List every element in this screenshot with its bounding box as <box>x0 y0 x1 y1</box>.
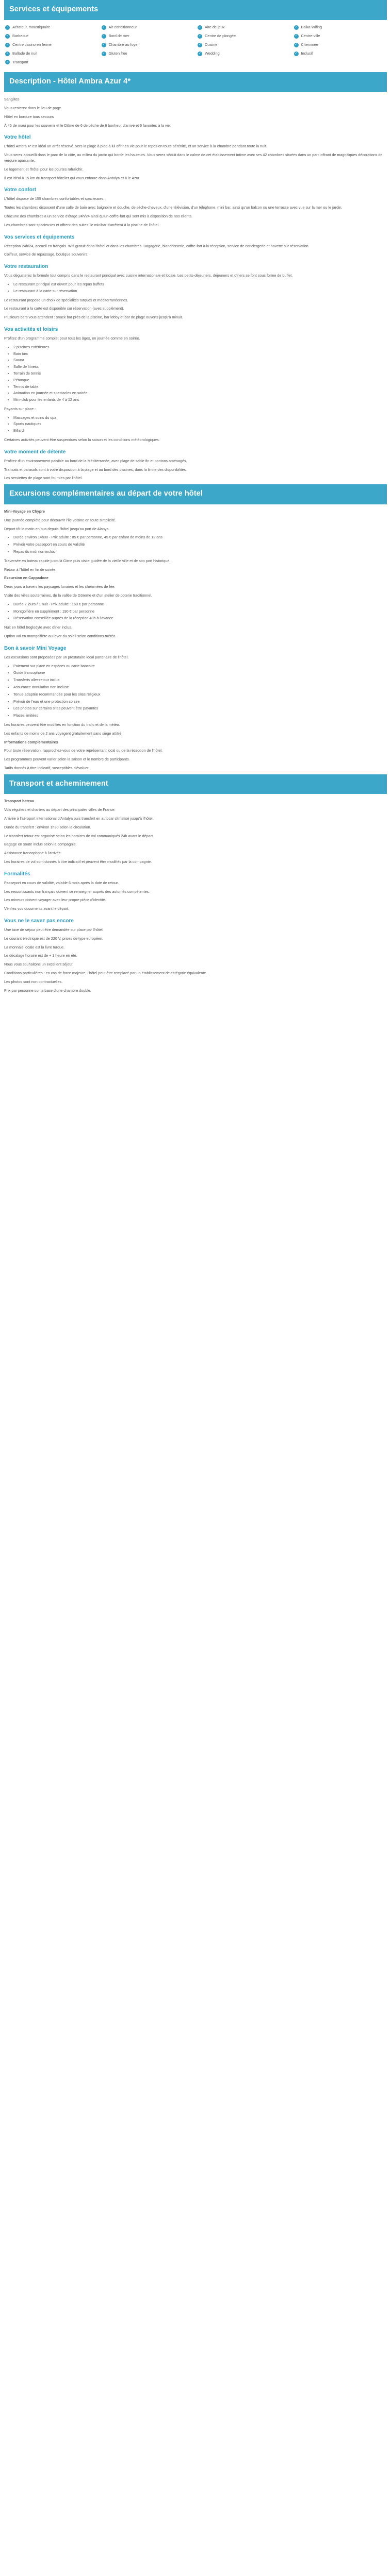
services-banner: Services et équipements <box>4 0 387 20</box>
amenity-item <box>294 51 386 57</box>
list-item: • Tenue adaptée recommandée pour les sites religieux <box>13 692 387 698</box>
amenity-item <box>102 33 194 39</box>
paragraph: L'hôtel dispose de 155 chambres confortables et spacieuses. <box>4 196 105 201</box>
section-heading-relax: Votre moment de détente <box>4 449 66 455</box>
list-item: • Places limitées <box>13 713 387 719</box>
amenity-item <box>5 42 97 48</box>
paragraph: Les ressortissants non français doivent se renseigner auprès des autorités compétentes. <box>4 889 150 894</box>
amenity-label: Centre-ville <box>301 33 320 38</box>
paragraph: Le décalage horaire est de + 1 heure en été. <box>4 953 77 958</box>
paragraph: Le restaurant à la carte est disponible sur réservation (avec supplément). <box>4 306 124 311</box>
amenity-item <box>198 51 290 57</box>
paragraph: Traversée en bateau rapide jusqu'à Girne puis visite guidée de la vieille ville et de son port historique. <box>4 558 171 563</box>
section-heading-activities: Vos activités et loisirs <box>4 326 58 332</box>
check-icon: ✓ <box>295 26 298 29</box>
amenity-label: Gluten free <box>108 50 127 56</box>
intro-line: Vous resterez dans le lieu de page. <box>4 105 62 110</box>
list-item: • Le restaurant à la carte sur réservation <box>13 289 387 294</box>
paragraph: Le transfert retour est organisé selon les horaires de vol communiqués 24h avant le départ. <box>4 833 154 838</box>
amenity-item <box>294 33 386 39</box>
check-icon: ✓ <box>6 60 9 64</box>
excursion-b-list <box>4 602 387 621</box>
amenity-label: Inclusif <box>301 50 313 56</box>
paragraph: Option vol en montgolfière au lever du soleil selon conditions météo. <box>4 633 117 638</box>
list-item: • Assurance annulation non incluse <box>13 685 387 690</box>
restaurant-list <box>4 282 387 294</box>
paragraph: Deux jours à travers les paysages lunaires et les cheminées de fée. <box>4 584 116 589</box>
paid-activity-list <box>4 415 387 434</box>
list-item: • Pétanque <box>13 378 387 383</box>
amenities-grid <box>4 25 387 65</box>
paragraph: Arrivée à l'aéroport international d'Antalya puis transfert en autocar climatisé jusqu'à l'hôtel. <box>4 816 154 821</box>
section-heading-hotel: Votre hôtel <box>4 134 31 141</box>
list-item: • Terrain de tennis <box>13 371 387 377</box>
amenity-label: Aire de jeux <box>205 24 225 29</box>
paragraph: Tarifs donnés à titre indicatif, susceptibles d'évoluer. <box>4 765 90 770</box>
amenity-label: Wedding <box>205 50 220 56</box>
paragraph: Retour à l'hôtel en fin de soirée. <box>4 567 57 572</box>
check-icon: ✓ <box>6 52 9 56</box>
transport-banner: Transport et acheminement <box>4 774 387 794</box>
list-item: • Mini-club pour les enfants de 4 à 12 ans <box>13 397 387 403</box>
list-item: • Animation en journée et spectacles en soirée <box>13 391 387 396</box>
check-icon: ✓ <box>6 26 9 29</box>
list-item: • Paiement sur place en espèces ou carte bancaire <box>13 664 387 669</box>
amenity-item <box>5 60 97 65</box>
intro-line: Hôtel en bordure tous secours <box>4 114 54 119</box>
check-icon: ✓ <box>198 52 202 56</box>
paragraph: Passeport en cours de validité, valable 6 mois après la date de retour. <box>4 880 119 885</box>
paragraph: Conditions particulières : en cas de force majeure, l'hôtel peut être remplacé par un établissement de catégorie équivalente. <box>4 971 207 976</box>
paragraph: Coiffeur, service de repassage, boutique souvenirs. <box>4 252 89 257</box>
paragraph: Durée du transfert : environ 1h30 selon la circulation. <box>4 824 91 829</box>
paragraph: Transats et parasols sont à votre disposition à la plage et au bord des piscines, dans la limite des disponibilités. <box>4 467 187 472</box>
paragraph: Toutes les chambres disposent d'une salle de bain avec baignoire et douche, de sèche-cheveux, d'une télévision, d'un téléphone, mini bar, ainsi qu'un balcon ou une terrasse avec vue sur la mer ou le jardin. <box>4 205 343 210</box>
amenity-item <box>102 25 194 30</box>
list-item: • Prévoir votre passeport en cours de validité <box>13 542 387 548</box>
list-item: • Tennis de table <box>13 384 387 390</box>
paragraph: Les excursions sont proposées par un prestataire local partenaire de l'hôtel. <box>4 654 129 659</box>
amenity-label: Balka Wifing <box>301 24 322 29</box>
check-icon: ✓ <box>102 26 105 29</box>
amenity-item <box>294 42 386 48</box>
paragraph: L'hôtel Ambra 4* est idéal un arrêt réservé, vers la plage à pied à lui offrir en vie pour le repos en toute sérénité, et un service à la chambre pendant toute la nuit. <box>4 144 267 149</box>
list-item: • Sauna <box>13 358 387 363</box>
list-item: • Bain turc <box>13 351 387 357</box>
check-icon: ✓ <box>102 52 105 56</box>
amenity-label: Cuisine <box>205 42 218 47</box>
check-icon: ✓ <box>6 35 9 38</box>
paragraph: Nous vous souhaitons un excellent séjour. <box>4 962 74 967</box>
intro-line: Sanglites <box>4 97 20 102</box>
paragraph: Bagage en soute inclus selon la compagnie. <box>4 842 77 847</box>
amenity-item <box>5 25 97 30</box>
paragraph: Nuit en hôtel troglodyte avec dîner inclus. <box>4 625 72 630</box>
paragraph: Les serviettes de plage sont fournies par l'hôtel. <box>4 476 83 481</box>
section-heading-info: Vous ne le savez pas encore <box>4 918 74 924</box>
section-heading-formalities: Formalités <box>4 871 30 877</box>
check-icon: ✓ <box>102 35 105 38</box>
intro-line: À 45 de maui pour les souvenir et le Dôme de 6 de pêche de 6 bonheur d'arrivé et 6 favorites à la vie. <box>4 123 171 128</box>
excursion-a-list <box>4 535 387 554</box>
list-item: • Massages et soins du spa <box>13 415 387 421</box>
paragraph: Pour toute réservation, rapprochez-vous de votre représentant local ou de la réception de l'hôtel. <box>4 748 163 753</box>
paragraph: Le courant électrique est de 220 V, prises de type européen. <box>4 936 103 941</box>
paragraph: Les programmes peuvent varier selon la saison et le nombre de participants. <box>4 757 130 762</box>
paragraph: Les photos sont non contractuelles. <box>4 979 63 984</box>
list-item: • Durée 2 jours / 1 nuit - Prix adulte : 160 € par personne <box>13 602 387 607</box>
check-icon: ✓ <box>295 43 298 47</box>
paragraph: Plusieurs bars vous attendent : snack bar près de la piscine, bar lobby et bar de plage ouverts jusqu'à minuit. <box>4 315 183 320</box>
paragraph-label: Informations complémentaires <box>4 739 58 744</box>
list-item: • Billard <box>13 428 387 434</box>
good-to-know-list <box>4 664 387 719</box>
check-icon: ✓ <box>295 52 298 56</box>
paragraph: Les enfants de moins de 2 ans voyagent gratuitement sans siège attitré. <box>4 731 123 736</box>
paragraph: Les horaires de vol sont donnés à titre indicatif et peuvent être modifiés par la compagnie. <box>4 859 152 865</box>
paragraph: Vous serez accueilli dans le parc de la côte, au milieu du jardin qui borde les hauteurs. Vous serez séduit dans le calme de cet établissement intime avec ses 42 chambres situées dans un parc offrant de magnifiques décorations de verdure apaisante. <box>4 152 383 163</box>
paragraph: Profitez d'un programme complet pour tous les âges, en journée comme en soirée. <box>4 335 140 341</box>
list-item: • Le restaurant principal est ouvert pour les repas buffets <box>13 282 387 287</box>
paragraph: Les horaires peuvent être modifiés en fonction du trafic et de la météo. <box>4 722 120 727</box>
list-item: • Transferts aller-retour inclus <box>13 677 387 683</box>
activity-list <box>4 345 387 403</box>
list-item: • Salle de fitness <box>13 364 387 370</box>
amenity-label: Barbecue <box>12 33 29 38</box>
list-item: • Durée environ 14h00 - Prix adulte : 85 € par personne, 45 € par enfant de moins de 12 ans <box>13 535 387 540</box>
paragraph: Une taxe de séjour peut être demandée sur place par l'hôtel. <box>4 927 104 933</box>
subsection-heading: Mini-Voyage en Chypre <box>4 509 45 514</box>
section-heading-services: Vos services et équipements <box>4 234 75 240</box>
amenity-item <box>102 42 194 48</box>
paragraph-label: Payants sur place : <box>4 406 36 411</box>
check-icon: ✓ <box>198 35 202 38</box>
check-icon: ✓ <box>6 43 9 47</box>
check-icon: ✓ <box>198 26 202 29</box>
paragraph: Vous dégusterez la formule tout compris dans le restaurant principal avec cuisine internationale et locale. Les petits-déjeuners, déjeuners et dîners se font sous forme de buffet. <box>4 273 293 278</box>
paragraph: Vérifiez vos documents avant le départ. <box>4 906 69 911</box>
amenity-item <box>198 42 290 48</box>
paragraph: Assistance francophone à l'arrivée. <box>4 851 62 856</box>
amenity-item <box>5 33 97 39</box>
paragraph: Visite des villes souterraines, de la vallée de Göreme et d'un atelier de poterie traditionnel. <box>4 592 152 598</box>
amenity-label: Bord de mer <box>108 33 129 38</box>
paragraph: Le logement et l'hôtel pour les courtes rafraîchir. <box>4 166 84 172</box>
list-item: • Montgolfière en supplément : 190 € par personne <box>13 609 387 615</box>
section-heading-good-to-know: Bon à savoir Mini Voyage <box>4 645 67 651</box>
subsection-heading: Transport bateau <box>4 799 35 804</box>
description-banner: Description - Hôtel Ambra Azur 4* <box>4 72 387 92</box>
list-item: • Prévoir de l'eau et une protection solaire <box>13 699 387 705</box>
amenity-label: Centre de plongée <box>205 33 236 38</box>
paragraph: Profitez d'un environnement paisible au bord de la Méditerranée, avec plage de sable fin et pontons aménagés. <box>4 458 187 463</box>
amenity-label: Cheminée <box>301 42 318 47</box>
amenity-label: Aérateur, moustiquaire <box>12 24 51 29</box>
paragraph: Réception 24h/24, accueil en français. Wifi gratuit dans l'hôtel et dans les chambres. Bagagerie, blanchisserie, coffre-fort à la réception, service de conciergerie et navette sur réservation. <box>4 243 309 248</box>
subsection-heading: Excursion en Cappadoce <box>4 575 48 581</box>
paragraph: Le restaurant propose un choix de spécialités turques et méditerranéennes. <box>4 297 128 302</box>
list-item: • Réservation conseillée auprès de la réception 48h à l'avance <box>13 616 387 621</box>
amenity-item <box>198 25 290 30</box>
check-icon: ✓ <box>295 35 298 38</box>
list-item: • Guide francophone <box>13 670 387 676</box>
paragraph: Il est idéal à 15 km du transport hôtelier qui vous entoure dans Antalya et à le Azur. <box>4 175 140 180</box>
paragraph: Les chambres sont spacieuses et offrent des suites, le minibar s'arrêtera à la piscine de l'hôtel. <box>4 222 160 227</box>
amenity-item <box>102 51 194 57</box>
paragraph: Une journée complète pour découvrir l'île voisine en toute simplicité. <box>4 517 116 522</box>
excursions-banner: Excursions complémentaires au départ de votre hôtel <box>4 484 387 504</box>
paragraph: La monnaie locale est la livre turque. <box>4 944 65 950</box>
list-item: • Les photos sur certains sites peuvent être payantes <box>13 706 387 711</box>
amenity-label: Centre casino en ferme <box>12 42 52 47</box>
paragraph: Prix par personne sur la base d'une chambre double. <box>4 988 91 993</box>
amenity-item <box>294 25 386 30</box>
amenity-label: Air conditionneur <box>108 24 137 29</box>
paragraph: Départ tôt le matin en bus depuis l'hôtel jusqu'au port de Alanya. <box>4 526 110 531</box>
check-icon: ✓ <box>198 43 202 47</box>
amenity-item <box>5 51 97 57</box>
list-item: • Sports nautiques <box>13 421 387 427</box>
amenity-item <box>198 33 290 39</box>
paragraph: Certaines activités peuvent être suspendues selon la saison et les conditions météorologiques. <box>4 437 160 443</box>
amenity-label: Ballade de nuit <box>12 50 38 56</box>
amenity-label: Chambre au foyer <box>108 42 139 47</box>
paragraph: Vols réguliers et charters au départ des principales villes de France. <box>4 807 116 812</box>
description-intro <box>4 97 387 128</box>
section-heading-comfort: Votre confort <box>4 187 37 193</box>
check-icon: ✓ <box>102 43 105 47</box>
list-item: • 2 piscines extérieures <box>13 345 387 350</box>
paragraph: Chacune des chambres a un service d'étage 24h/24 ainsi qu'un coffre-fort qui sont mis à disposition de nos clients. <box>4 213 192 218</box>
section-heading-restaurant: Votre restauration <box>4 264 48 270</box>
amenity-label: Transport <box>12 59 28 64</box>
list-item: • Repas du midi non inclus <box>13 549 387 555</box>
paragraph: Les mineurs doivent voyager avec leur propre pièce d'identité. <box>4 897 106 903</box>
